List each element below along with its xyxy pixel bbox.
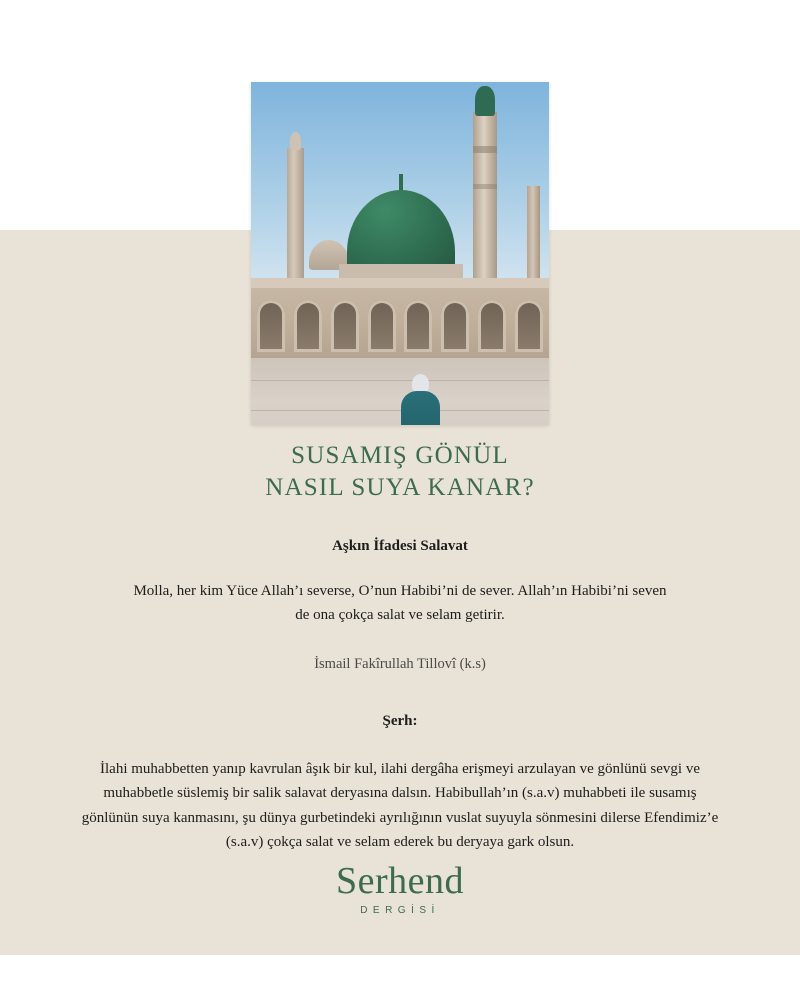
page-title: [60, 440, 740, 504]
minaret-band-lower: [473, 184, 497, 189]
arch: [257, 300, 285, 352]
arch: [404, 300, 432, 352]
minaret-cap-icon: [475, 86, 495, 116]
commentary-body: İlahi muhabbetten yanıp kavrulan âşık bir kul, ilahi dergâha erişmeyi arzulayan ve gönlünü sevgi ve muhabbetle süslemiş bir salik salavat deryasına dalsın. Habibullah’ın (s.a.v) muhabbeti ile susamış gönlünün suya kanmasını, şu dünya gurbetindeki ayrılığının vuslat suyuyla sönmesini dilerse Efendimiz’e (s.a.v) çokça salat ve selam ederek bu deryaya gark olsun.: [81, 760, 719, 851]
bottom-white-area: [0, 955, 800, 1000]
arch: [515, 300, 543, 352]
page-title-line2: NASIL SUYA KANAR?: [265, 474, 535, 501]
quote-text: Molla, her kim Yüce Allah’ı severse, O’nun Habibi’ni de sever. Allah’ın Habibi’ni seven de ona çokça salat ve selam getirir.: [133, 583, 667, 624]
logo-subtitle: DERGİSİ: [360, 905, 440, 916]
book-cover-image: [251, 82, 549, 425]
mosque-facade: [251, 278, 549, 358]
arch: [441, 300, 469, 352]
arch: [478, 300, 506, 352]
page-title-line1: SUSAMIŞ GÖNÜL: [291, 442, 509, 469]
standing-figure: [401, 391, 440, 425]
arch-row: [251, 300, 549, 358]
minaret-far-right-icon: [527, 186, 540, 282]
courtyard-floor: [251, 358, 549, 425]
arch: [331, 300, 359, 352]
minaret-left-icon: [287, 148, 304, 280]
arch: [294, 300, 322, 352]
arch: [368, 300, 396, 352]
logo-wordmark: Serhend: [335, 860, 465, 902]
section-heading: Aşkın İfadesi Salavat: [332, 538, 468, 554]
minaret-right-icon: [473, 112, 497, 282]
floor-seam: [251, 380, 549, 381]
brand-logo: [0, 862, 800, 916]
minaret-band: [473, 146, 497, 153]
facade-cornice: [251, 278, 549, 288]
quote-attribution: İsmail Fakîrullah Tillovî (k.s): [314, 655, 486, 672]
commentary-label: Şerh:: [382, 712, 418, 729]
article-content: [60, 440, 740, 855]
floor-seam: [251, 410, 549, 411]
